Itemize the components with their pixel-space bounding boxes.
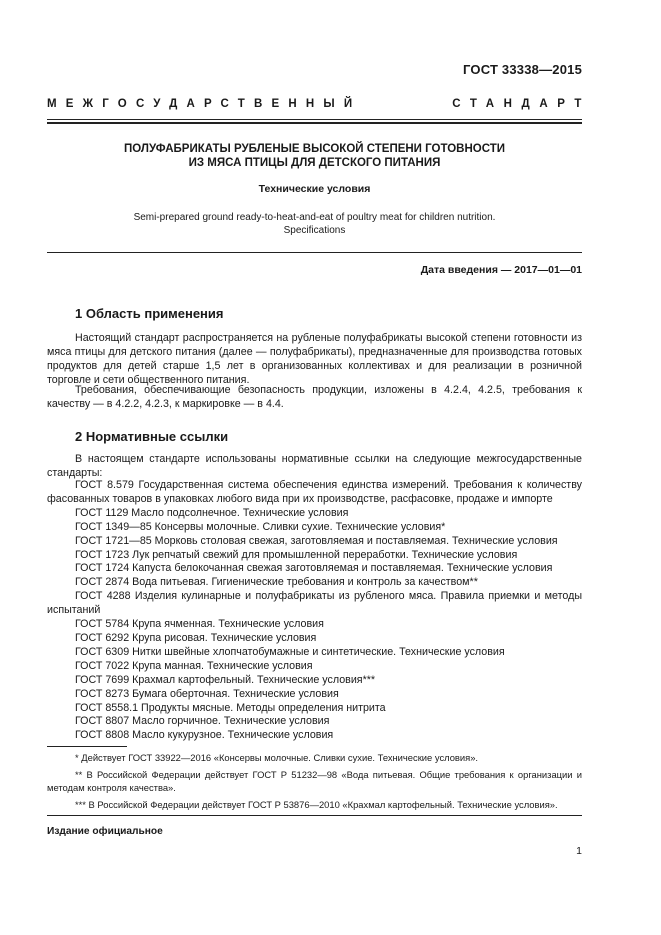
gost-number: ГОСТ 33338—2015 (463, 62, 582, 77)
reference-item: ГОСТ 4288 Изделия кулинарные и полуфабрикаты из рубленого мяса. Правила приемки и методы испытаний (47, 590, 582, 617)
banner-rule-top (47, 119, 582, 120)
document-title (47, 142, 582, 170)
document-subtitle: Технические условия (258, 183, 371, 195)
banner-rule-bottom (47, 122, 582, 124)
reference-item: ГОСТ 1349—85 Консервы молочные. Сливки сухие. Технические условия* (75, 520, 446, 533)
reference-item: ГОСТ 5784 Крупа ячменная. Технические условия (75, 618, 324, 631)
section-1-paragraph-1 (47, 331, 582, 387)
reference-item: ГОСТ 6309 Нитки швейные хлопчатобумажные и синтетические. Технические условия (75, 645, 505, 658)
reference-item: ГОСТ 7022 Крупа манная. Технические условия (75, 659, 313, 672)
footnotes (47, 751, 582, 815)
section-2-heading: 2 Нормативные ссылки (75, 429, 229, 444)
section-2-paragraph-1-text: В настоящем стандарте использованы нормативные ссылки на следующие межгосударственные стандарты: (47, 453, 582, 479)
reference-item: ГОСТ 8273 Бумага оберточная. Технические условия (75, 687, 339, 700)
section-1-paragraph-1-text: Настоящий стандарт распространяется на рубленые полуфабрикаты высокой степени готовности из мяса птицы для детского питания (далее — полуфабрикаты), предназначенные для производства готовых продуктов для детей старше 1,5 лет в организованных коллективах и для реализации в розничной торговле и сети общественного питания. (47, 332, 582, 386)
footnote-item: ** В Российской Федерации действует ГОСТ Р 51232—98 «Вода питьевая. Общие требования к организации и методам контроля качества». (47, 769, 582, 793)
footer-rule (47, 815, 582, 816)
page-number: 1 (576, 845, 582, 857)
footnote-item: *** В Российской Федерации действует ГОСТ Р 53876—2010 «Крахмал картофельный. Технические условия». (75, 799, 558, 810)
title-line-1: ПОЛУФАБРИКАТЫ РУБЛЕНЫЕ ВЫСОКОЙ СТЕПЕНИ ГОТОВНОСТИ (123, 143, 506, 155)
section-2-paragraph-1 (47, 452, 582, 480)
title-separator-rule (47, 252, 582, 253)
reference-item: ГОСТ 7699 Крахмал картофельный. Технические условия*** (75, 673, 376, 686)
english-title-line-2: Specifications (283, 225, 346, 236)
footnote-rule (47, 746, 127, 747)
reference-item: ГОСТ 1724 Капуста белокочанная свежая заготовляемая и поставляемая. Технические условия (75, 562, 553, 575)
official-edition-label: Издание официальное (47, 826, 163, 837)
standard-banner (47, 98, 591, 110)
section-1-heading: 1 Область применения (75, 306, 224, 321)
reference-item: ГОСТ 1129 Масло подсолнечное. Технические условия (75, 506, 349, 519)
reference-item: ГОСТ 8807 Масло горчичное. Технические условия (75, 715, 330, 728)
reference-item: ГОСТ 2874 Вода питьевая. Гигиенические требования и контроль за качеством** (75, 576, 478, 589)
reference-item: ГОСТ 1721—85 Морковь столовая свежая, заготовляемая и поставляемая. Технические условия (75, 534, 558, 547)
english-title (47, 211, 582, 237)
reference-item: ГОСТ 6292 Крупа рисовая. Технические условия (75, 631, 317, 644)
footnote-item: * Действует ГОСТ 33922—2016 «Консервы молочные. Сливки сухие. Технические условия». (75, 752, 479, 763)
normative-references-list (47, 479, 582, 743)
reference-item: ГОСТ 8558.1 Продукты мясные. Методы определения нитрита (75, 701, 386, 714)
banner-left-word: МЕЖГОСУДАРСТВЕННЫЙ (47, 98, 362, 110)
introduction-date: Дата введения — 2017—01—01 (420, 264, 582, 276)
section-1-paragraph-2 (47, 383, 582, 411)
english-title-line-1: Semi-prepared ground ready-to-heat-and-eat of poultry meat for children nutrition. (133, 212, 496, 223)
section-1-paragraph-2-text: Требования, обеспечивающие безопасность продукции, изложены в 4.2.4, 4.2.5, требования к качеству — в 4.2.2, 4.2.3, к маркировке — в 4.4. (47, 384, 582, 410)
banner-right-word: СТАНДАРТ (452, 98, 591, 110)
title-line-2: ИЗ МЯСА ПТИЦЫ ДЛЯ ДЕТСКОГО ПИТАНИЯ (188, 157, 441, 169)
reference-item: ГОСТ 8.579 Государственная система обеспечения единства измерений. Требования к количеству фасованных товаров в упаковках любого вида при их производстве, расфасовке, продаже и импорте (47, 479, 582, 505)
reference-item: ГОСТ 1723 Лук репчатый свежий для промышленной переработки. Технические условия (75, 548, 518, 561)
reference-item: ГОСТ 8808 Масло кукурузное. Технические условия (75, 729, 334, 742)
